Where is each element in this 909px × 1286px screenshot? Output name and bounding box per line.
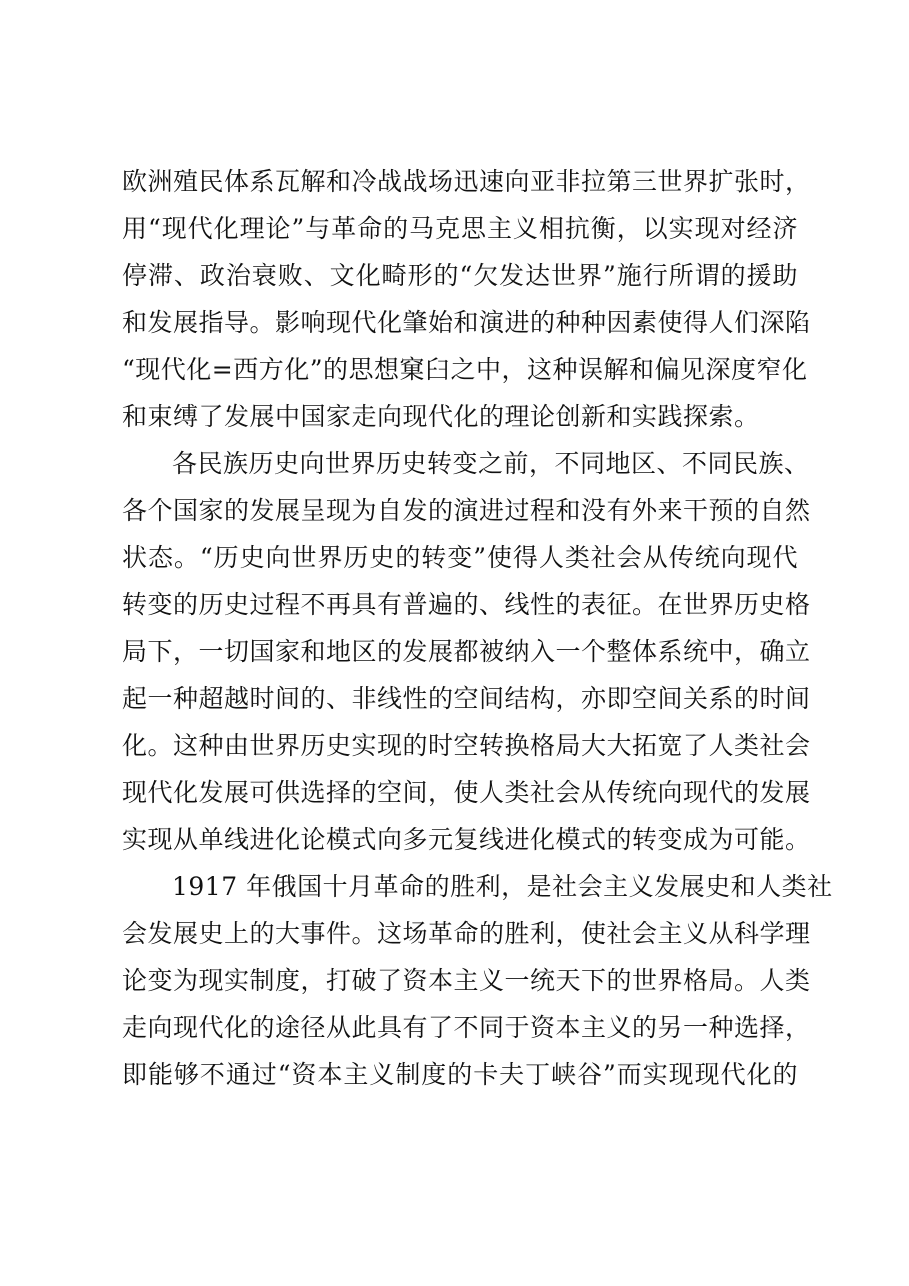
text-line: 现代化发展可供选择的空间，使人类社会从传统向现代的发展 bbox=[122, 778, 811, 807]
text-line: 用“现代化理论”与革命的马克思主义相抗衡，以实现对经济 bbox=[122, 214, 798, 243]
text-line: 论变为现实制度，打破了资本主义一统天下的世界格局。人类 bbox=[122, 966, 811, 995]
text-line: 欧洲殖民体系瓦解和冷战战场迅速向亚非拉第三世界扩张时， bbox=[122, 167, 811, 196]
text-line: “现代化=西方化”的思想窠臼之中，这种误解和偏见深度窄化 bbox=[122, 355, 808, 384]
text-line: 转变的历史过程不再具有普遍的、线性的表征。在世界历史格 bbox=[122, 590, 811, 619]
text-line: 局下，一切国家和地区的发展都被纳入一个整体系统中，确立 bbox=[122, 637, 811, 666]
paragraph-first-line: 各民族历史向世界历史转变之前，不同地区、不同民族、 bbox=[172, 449, 810, 478]
text-line: 起一种超越时间的、非线性的空间结构，亦即空间关系的时间 bbox=[122, 684, 811, 713]
body-text bbox=[122, 158, 833, 1098]
text-line: 停滞、政治衰败、文化畸形的“欠发达世界”施行所谓的援助 bbox=[122, 261, 798, 290]
text-line: 走向现代化的途径从此具有了不同于资本主义的另一种选择， bbox=[122, 1013, 811, 1042]
text-line: 和发展指导。影响现代化肇始和演进的种种因素使得人们深陷 bbox=[122, 308, 811, 337]
text-line: 会发展史上的大事件。这场革命的胜利，使社会主义从科学理 bbox=[122, 919, 811, 948]
text-line: 各个国家的发展呈现为自发的演进过程和没有外来干预的自然 bbox=[122, 496, 811, 525]
paragraph-first-line: 1917 年俄国十月革命的胜利，是社会主义发展史和人类社 bbox=[172, 872, 833, 901]
text-line: 实现从单线进化论模式向多元复线进化模式的转变成为可能。 bbox=[122, 825, 811, 854]
text-line: 即能够不通过“资本主义制度的卡夫丁峡谷”而实现现代化的 bbox=[122, 1060, 798, 1089]
text-line: 和束缚了发展中国家走向现代化的理论创新和实践探索。 bbox=[122, 402, 760, 431]
text-line: 化。这种由世界历史实现的时空转换格局大大拓宽了人类社会 bbox=[122, 731, 811, 760]
text-line: 状态。“历史向世界历史的转变”使得人类社会从传统向现代 bbox=[122, 543, 798, 572]
